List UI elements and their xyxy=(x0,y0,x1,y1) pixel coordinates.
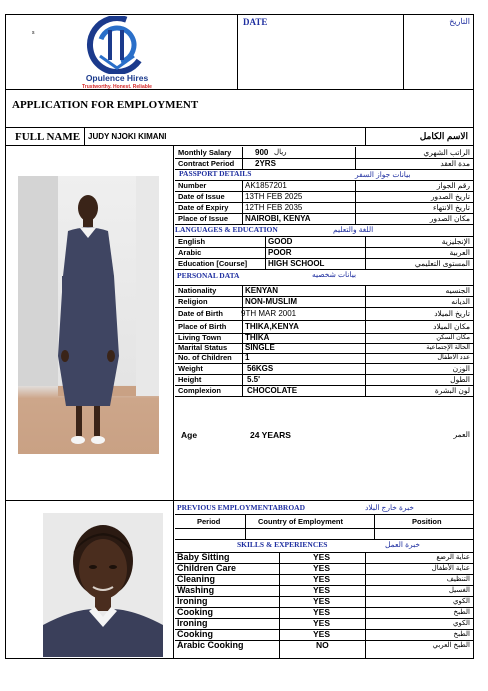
skill-row: Cooking YES الطبخ xyxy=(175,629,473,641)
education-row: Education [Course] HIGH SCHOOL المستوى التعليمي xyxy=(175,258,473,270)
salary-row-contract: Contract Period 2YRS مدة العقد xyxy=(175,158,473,170)
age-row: Age 24 YEARS العمر xyxy=(181,430,470,440)
languages-header: LANGUAGES & EDUCATION اللغة والتعليم xyxy=(175,224,473,237)
skill-row: Washing YES الغسيل xyxy=(175,585,473,597)
personal-header: PERSONAL DATA بيانات شخصيه xyxy=(175,269,473,286)
date-label-ar: التاريخ xyxy=(449,17,470,26)
portrait-photo xyxy=(43,513,163,657)
logo-name: Opulence Hires xyxy=(85,73,149,83)
skills-header: SKILLS & EXPERIENCES خبرة العمل xyxy=(175,539,473,553)
passport-header: PASSPORT DETAILS بيانات جواز السفر xyxy=(175,169,473,181)
date-label: DATE xyxy=(243,17,268,27)
language-arabic-row: Arabic POOR العربية xyxy=(175,247,473,259)
skill-row: Arabic Cooking NO الطبخ العربي xyxy=(177,640,470,650)
logo-emblem-icon xyxy=(72,16,162,74)
weight-row: Weight 56KGS الوزن xyxy=(175,363,473,375)
full-body-photo xyxy=(18,176,159,454)
corner-mark: s xyxy=(32,30,35,36)
religion-row: Religion NON-MUSLIM الديانه xyxy=(175,296,473,308)
previous-employment-columns: Period Country of Employment Position xyxy=(175,514,473,529)
dob-row: Date of Birth 9TH MAR 2001 تاريخ الميلاد xyxy=(175,307,473,321)
language-english-row: English GOOD الإنجليزية xyxy=(175,236,473,248)
skill-row: Children Care YES عناية الأطفال xyxy=(175,563,473,575)
children-row: No. of Children 1 عدد الاطفال xyxy=(175,353,473,364)
previous-employment-header: PREVIOUS EMPLOYMENTABROAD خبرة خارج البلاد xyxy=(175,502,473,515)
full-name-value: JUDY NJOKI KIMANI xyxy=(88,132,167,141)
passport-expiry-row: Date of Expiry 12TH FEB 2035 تاريخ الانتهاء xyxy=(175,202,473,214)
page-title: APPLICATION FOR EMPLOYMENT xyxy=(12,99,199,111)
full-name-label: FULL NAME xyxy=(15,131,81,143)
skill-row: Baby Sitting YES عناية الرضع xyxy=(175,552,473,564)
marital-row: Marital Status SINGLE الحالة الإجتماعية xyxy=(175,343,473,354)
height-row: Height 5.5' الطول xyxy=(175,374,473,386)
logo-tagline: Trustworthy. Honest. Reliable xyxy=(82,84,152,90)
skill-row: Cooking YES الطبخ xyxy=(175,607,473,619)
living-town-row: Living Town THIKA مكان السكن xyxy=(175,333,473,344)
passport-number-row: Number AK1857201 رقم الجواز xyxy=(175,180,473,192)
skill-row: Ironing YES الكوي xyxy=(175,618,473,630)
skill-row: Ironing YES الكوي xyxy=(175,596,473,608)
company-logo xyxy=(72,16,162,92)
passport-issue-row: Date of Issue 13TH FEB 2025 تاريخ الصدور xyxy=(175,191,473,203)
passport-place-row: Place of Issue NAIROBI, KENYA مكان الصدور xyxy=(175,213,473,225)
skill-row: Cleaning YES التنظيف xyxy=(175,574,473,586)
pob-row: Place of Birth THIKA,KENYA مكان الميلاد xyxy=(175,320,473,334)
salary-row-monthly: Monthly Salary 900 ريال الراتب الشهري xyxy=(175,147,473,159)
complexion-row: Complexion CHOCOLATE لون البشرة xyxy=(175,385,473,397)
nationality-row: Nationality KENYAN الجنسيه xyxy=(175,285,473,297)
full-name-label-ar: الاسم الكامل xyxy=(419,131,468,141)
